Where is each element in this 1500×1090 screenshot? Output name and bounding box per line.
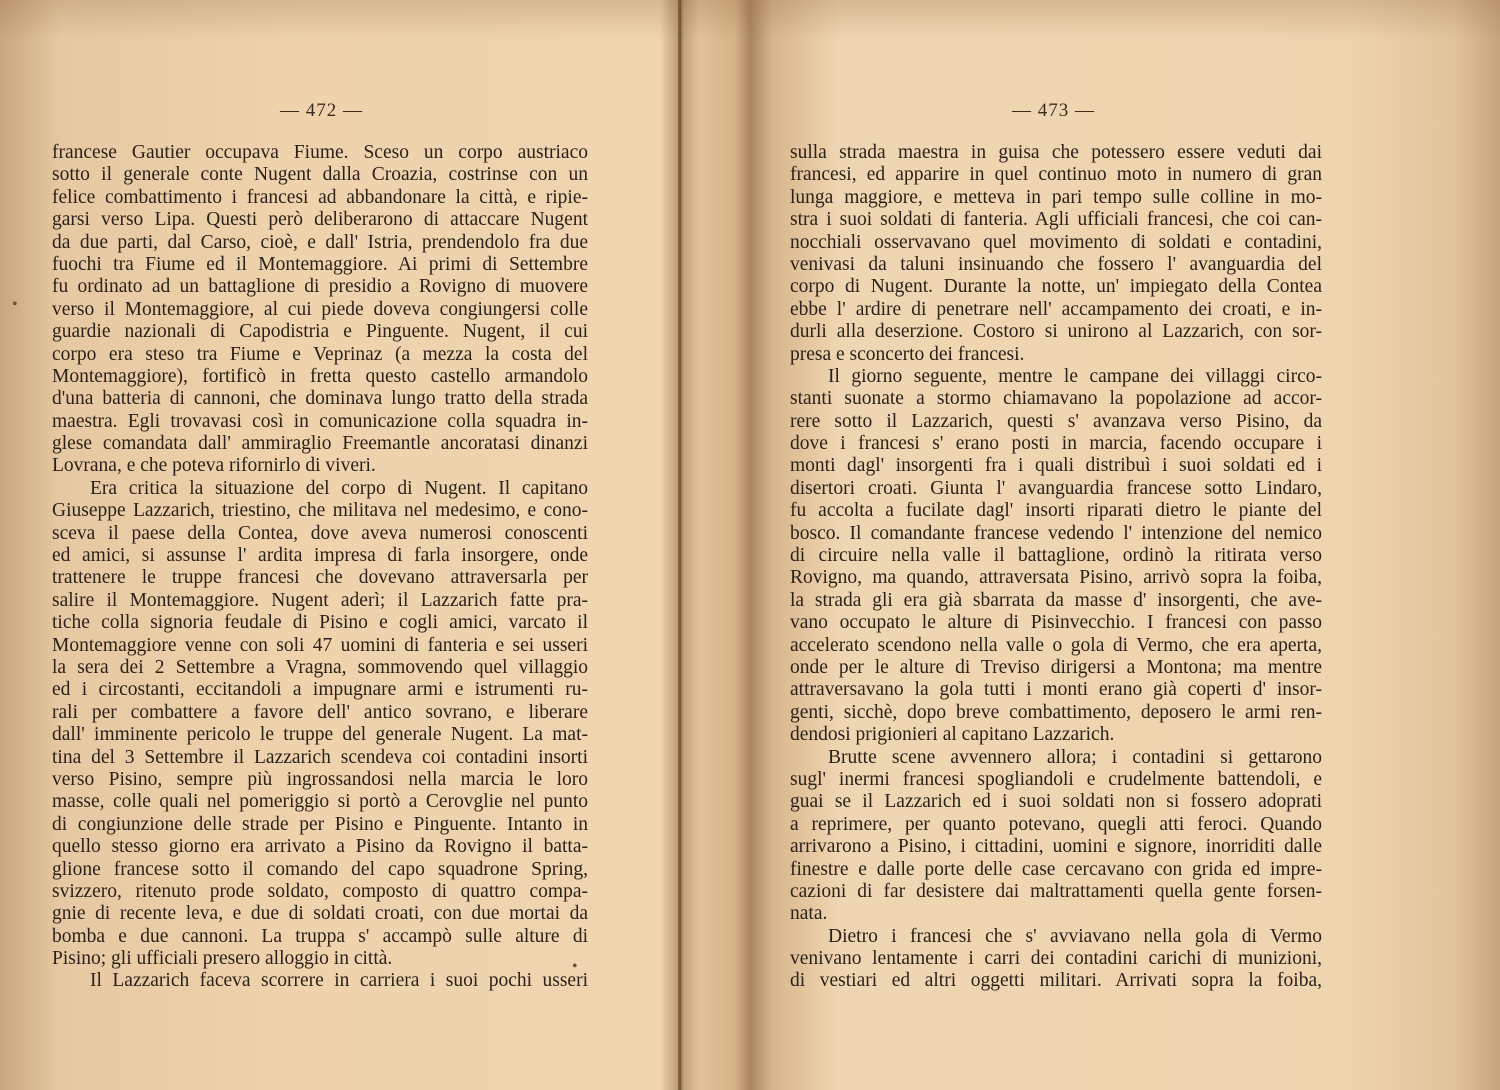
text-line: Lovrana, e che poteva rifornirlo di viveri. xyxy=(52,455,376,477)
text-line: rere sotto il Lazzarich, questi s' avanzava verso Pisino, da xyxy=(790,410,1322,432)
text-line: ed amici, si assunse l' ardita impresa di farla insorgere, onde xyxy=(52,545,588,567)
left-page-text xyxy=(52,142,588,993)
right-page xyxy=(700,0,1500,1090)
text-line: maestra. Egli trovavasi così in comunicazione colla squadra in- xyxy=(52,410,588,432)
margin-speck: • xyxy=(12,296,18,313)
text-line: stra i suoi soldati di fanteria. Agli ufficiali francesi, che coi can- xyxy=(790,209,1322,231)
text-line: Il giorno seguente, mentre le campane dei villaggi circo- xyxy=(828,365,1322,387)
text-line: vano occupato le alture di Pisinvecchio. I francesi con passo xyxy=(790,612,1322,634)
text-line: Dietro i francesi che s' avviavano nella gola di Vermo xyxy=(828,925,1322,947)
text-line: ed i circostanti, eccitandoli a impugnare armi e istrumenti ru- xyxy=(52,679,588,701)
text-line: sotto il generale conte Nugent dalla Croazia, costrinse con un xyxy=(52,164,588,186)
text-line: guai se il Lazzarich ed i suoi soldati non si fossero adoprati xyxy=(790,791,1322,813)
text-line: durli alla deserzione. Costoro si unirono al Lazzarich, con sor- xyxy=(790,321,1322,343)
text-line: masse, colle quali nel pomeriggio si portò a Cerovglie nel punto xyxy=(52,791,588,813)
binding-fold xyxy=(678,0,681,1090)
text-line: bomba e due cannoni. La truppa s' accampò sulle alture di xyxy=(52,925,588,947)
text-line: dove i francesi s' erano posti in marcia, facendo occupare i xyxy=(790,433,1322,455)
text-line: Montemaggiore venne con soli 47 uomini di fanteria e sei usseri xyxy=(52,634,588,656)
text-line: quello stesso giorno era arrivato a Pisino da Rovigno il batta- xyxy=(52,836,588,858)
text-line: nocchiali osservavano quel movimento di soldati e contadini, xyxy=(790,231,1322,253)
text-line: Rovigno, ma quando, attraversata Pisino, arrivò sopra la foiba, xyxy=(790,567,1322,589)
text-line: lunga maggiore, e metteva in pari tempo sulle colline in mo- xyxy=(790,186,1322,208)
text-line: dendosi prigionieri al capitano Lazzarich. xyxy=(790,724,1115,746)
text-line: garsi verso Lipa. Questi però deliberarono di attaccare Nugent xyxy=(52,209,588,231)
text-line: arrivarono a Pisino, i cittadini, uomini e signore, inorriditi dalle xyxy=(790,836,1322,858)
text-line: da due parti, dal Carso, cioè, e dall' Istria, prendendolo fra due xyxy=(52,231,588,253)
text-line: fu accolta a fucilate dagl' insorti riparati dietro le piante del xyxy=(790,500,1322,522)
text-line: dall' imminente pericolo le truppe del generale Nugent. La mat- xyxy=(52,724,588,746)
text-line: rali per combattere a favore dell' antico sovrano, e liberare xyxy=(52,701,588,723)
text-line: sceva il paese della Contea, dove aveva numerosi conoscenti xyxy=(52,522,588,544)
text-line: Giuseppe Lazzarich, triestino, che militava nel medesimo, e cono- xyxy=(52,500,588,522)
text-line: fu ordinato ad un battaglione di presidio a Rovigno di muovere xyxy=(52,276,588,298)
text-line: felice combattimento i francesi ad abbandonare la città, e ripie- xyxy=(52,186,588,208)
text-line: di congiunzione delle strade per Pisino e Pinguente. Intanto in xyxy=(52,813,588,835)
text-line: francesi, ed apparire in quel continuo moto in numero di gran xyxy=(790,164,1322,186)
text-line: la strada gli era già sbarrata da masse d' insorgenti, che ave- xyxy=(790,589,1322,611)
page-number-right: — 473 — xyxy=(1012,100,1095,121)
text-line: sulla strada maestra in guisa che potessero essere veduti dai xyxy=(790,142,1322,163)
text-line: fuochi tra Fiume ed il Montemaggiore. Ai primi di Settembre xyxy=(52,253,588,275)
text-line: Brutte scene avvennero allora; i contadini si gettarono xyxy=(828,746,1322,768)
text-line: trattenere le truppe francesi che dovevano attraversarla per xyxy=(52,567,588,589)
text-line: venivasi da taluni insinuando che fossero l' avanguardia del xyxy=(790,253,1322,275)
right-page-text xyxy=(790,142,1322,993)
text-line: monti dagl' insorgenti fra i quali distribuì i suoi soldati ed i xyxy=(790,455,1322,477)
text-line: nata. xyxy=(790,903,828,925)
text-line: guardie nazionali di Capodistria e Pinguente. Nugent, il cui xyxy=(52,321,588,343)
text-line: di vestiari ed altri oggetti militari. Arrivati sopra la foiba, xyxy=(790,970,1322,992)
text-line: presa e sconcerto dei francesi. xyxy=(790,343,1025,365)
text-line: tina del 3 Settembre il Lazzarich scendeva coi contadini insorti xyxy=(52,746,588,768)
text-line: gnie di recente leva, e due di soldati croati, con due mortai da xyxy=(52,903,588,925)
text-line: Montemaggiore), fortificò in fretta questo castello armandolo xyxy=(52,365,588,387)
text-line: venivano lentamente i carri dei contadini carichi di munizioni, xyxy=(790,948,1322,970)
margin-speck: • xyxy=(572,958,578,975)
left-page xyxy=(0,0,670,1090)
text-line: accelerato scendono nella valle o gola di Vermo, che era aperta, xyxy=(790,634,1322,656)
text-line: onde per le alture di Treviso dirigersi a Montona; ma mentre xyxy=(790,656,1322,678)
text-line: di circuire nella valle il battaglione, ordinò la ritirata verso xyxy=(790,545,1322,567)
text-line: verso il Montemaggiore, al cui piede doveva congiungersi colle xyxy=(52,298,588,320)
text-line: glese comandata dall' ammiraglio Freemantle ancoratasi dinanzi xyxy=(52,433,588,455)
text-line: sugl' inermi francesi spogliandoli e crudelmente battendoli, e xyxy=(790,768,1322,790)
page-number-left: — 472 — xyxy=(280,100,363,121)
text-line: tiche colla signoria feudale di Pisino e cogli amici, varcato il xyxy=(52,612,588,634)
text-line: svizzero, ritenuto prode soldato, composto di quattro compa- xyxy=(52,880,588,902)
text-line: ebbe l' ardire di penetrare nell' accampamento dei croati, e in- xyxy=(790,298,1322,320)
text-line: corpo di Nugent. Durante la notte, un' impiegato della Contea xyxy=(790,276,1322,298)
text-line: salire il Montemaggiore. Nugent aderì; il Lazzarich fatte pra- xyxy=(52,589,588,611)
text-line: finestre e dalle porte delle case cercavano con grida ed impre- xyxy=(790,858,1322,880)
text-line: attraversavano la gola tutti i monti erano già coperti d' insor- xyxy=(790,679,1322,701)
text-line: d'una batteria di cannoni, che dominava lungo tratto della strada xyxy=(52,388,588,410)
text-line: verso Pisino, sempre più ingrossandosi nella marcia le loro xyxy=(52,768,588,790)
text-line: corpo era steso tra Fiume e Veprinaz (a mezza la costa del xyxy=(52,343,588,365)
text-line: genti, sicchè, dopo breve combattimento, deposero le armi ren- xyxy=(790,701,1322,723)
text-line: Pisino; gli ufficiali presero alloggio in città. xyxy=(52,948,393,970)
text-line: Era critica la situazione del corpo di Nugent. Il capitano xyxy=(90,477,588,499)
text-line: disertori croati. Giunta l' avanguardia francese sotto Lindaro, xyxy=(790,477,1322,499)
text-line: la sera dei 2 Settembre a Vragna, sommovendo quel villaggio xyxy=(52,656,588,678)
text-line: francese Gautier occupava Fiume. Sceso un corpo austriaco xyxy=(52,142,588,163)
text-line: Il Lazzarich faceva scorrere in carriera i suoi pochi usseri xyxy=(90,970,588,992)
text-line: cazioni di far desistere dai maltrattamenti quella gente forsen- xyxy=(790,880,1322,902)
text-line: glione francese sotto il comando del capo squadrone Spring, xyxy=(52,858,588,880)
text-line: bosco. Il comandante francese vedendo l' intenzione del nemico xyxy=(790,522,1322,544)
text-line: stanti suonate a stormo chiamavano la popolazione ad accor- xyxy=(790,388,1322,410)
text-line: a reprimere, per quanto potevano, quegli atti feroci. Quando xyxy=(790,813,1322,835)
